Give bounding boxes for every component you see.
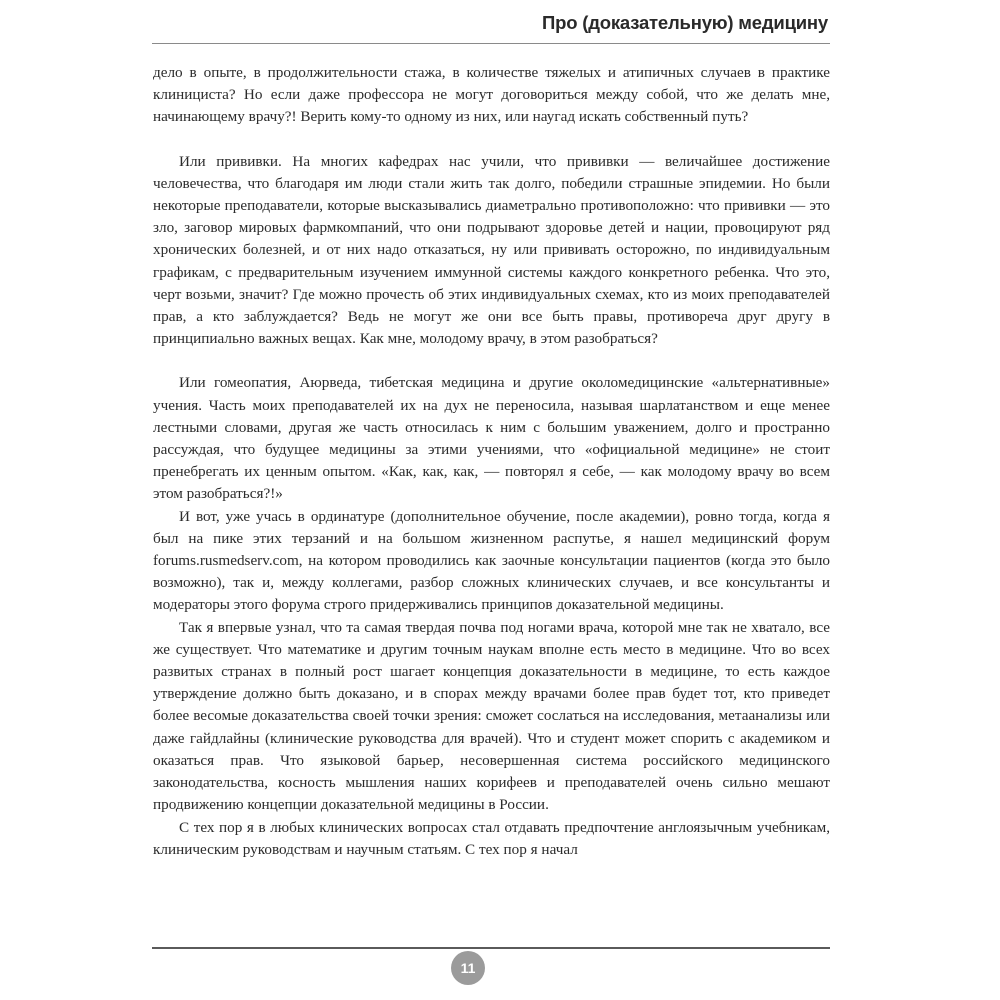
paragraph: дело в опыте, в продолжительности стажа, в количестве тяжелых и атипичных случаев в практике клинициста? Но если даже профессора не могут договориться между собой, что же делать мне, начинающему врачу?! Верить кому-то одному из них, или наугад искать собственный путь? [153, 64, 830, 126]
page-body [153, 62, 830, 861]
paragraph: Или гомеопатия, Аюрведа, тибетская медицина и другие околомедицинские «альтернативные» учения. Часть моих преподавателей их на дух не переносила, называя шарлатанством и еще менее лестными словами, другая же часть относилась к ним с большим уважением, долго и пространно рассуждая, что будущее медицины за этими учениями, что «официальной медицине» не стоит пренебрегать их ценным опытом. «Как, как, как, — повторял я себе, — как молодому врачу во всем этом разобраться?!» [153, 374, 830, 503]
paragraph: Так я впервые узнал, что та самая твердая почва под ногами врача, которой мне так не хватало, все же существует. Что математике и другим точным наукам вполне есть место в медицине. Что во всех развитых странах в полный рост шагает концепция доказательности в медицине, то есть каждое утверждение должно быть доказано, и в спорах между врачами более прав будет тот, кто приведет более весомые доказательства своей точки зрения: сможет сослаться на исследования, метаанализы или даже гайдлайны (клинические руководства для врачей). Что и студент может спорить с академиком и оказаться прав. Что языковой барьер, несовершенная система российского медицинского законодательства, косность мышления наших корифеев и преподавателей очень сильно мешают продвижению концепции доказательной медицины в России. [153, 618, 830, 814]
header-rule [152, 43, 830, 44]
paragraph: И вот, уже учась в ординатуре (дополнительное обучение, после академии), ровно тогда, когда я был на пике этих терзаний и на большом жизненном распутье, я нашел медицинский форум forums.rusmedserv.com, на котором проводились как заочные консультации пациентов (когда это было возможно), так и, между коллегами, разбор сложных клинических случаев, и все консультанты и модераторы этого форума строго придерживались принципов доказательной медицины. [153, 507, 830, 614]
running-title: Про (доказательную) медицину [542, 12, 828, 33]
page-number-badge: 11 [451, 951, 485, 985]
footer-rule [152, 947, 830, 949]
paragraph: С тех пор я в любых клинических вопросах стал отдавать предпочтение англоязычным учебникам, клиническим руководствам и научным статьям. С тех пор я начал [153, 818, 830, 858]
paragraph: Или прививки. На многих кафедрах нас учили, что прививки — величайшее достижение человечества, что благодаря им люди стали жить так долго, победили страшные эпидемии. Но были некоторые преподаватели, которые высказывались диаметрально противоположно: что прививки — это зло, заговор мировых фармкомпаний, что они подрывают здоровье детей и нации, провоцируют ряд хронических болезней, и от них надо отказаться, ну или прививать осторожно, по индивидуальным графикам, с предварительным изучением иммунной системы каждого конкретного ребенка. Что это, черт возьми, значит? Где можно прочесть об этих индивидуальных схемах, кто из моих преподавателей прав, а кто заблуждается? Ведь не могут же они все быть правы, противореча друг другу в принципиально важных вещах. Как мне, молодому врачу, в этом разобраться? [153, 152, 830, 348]
